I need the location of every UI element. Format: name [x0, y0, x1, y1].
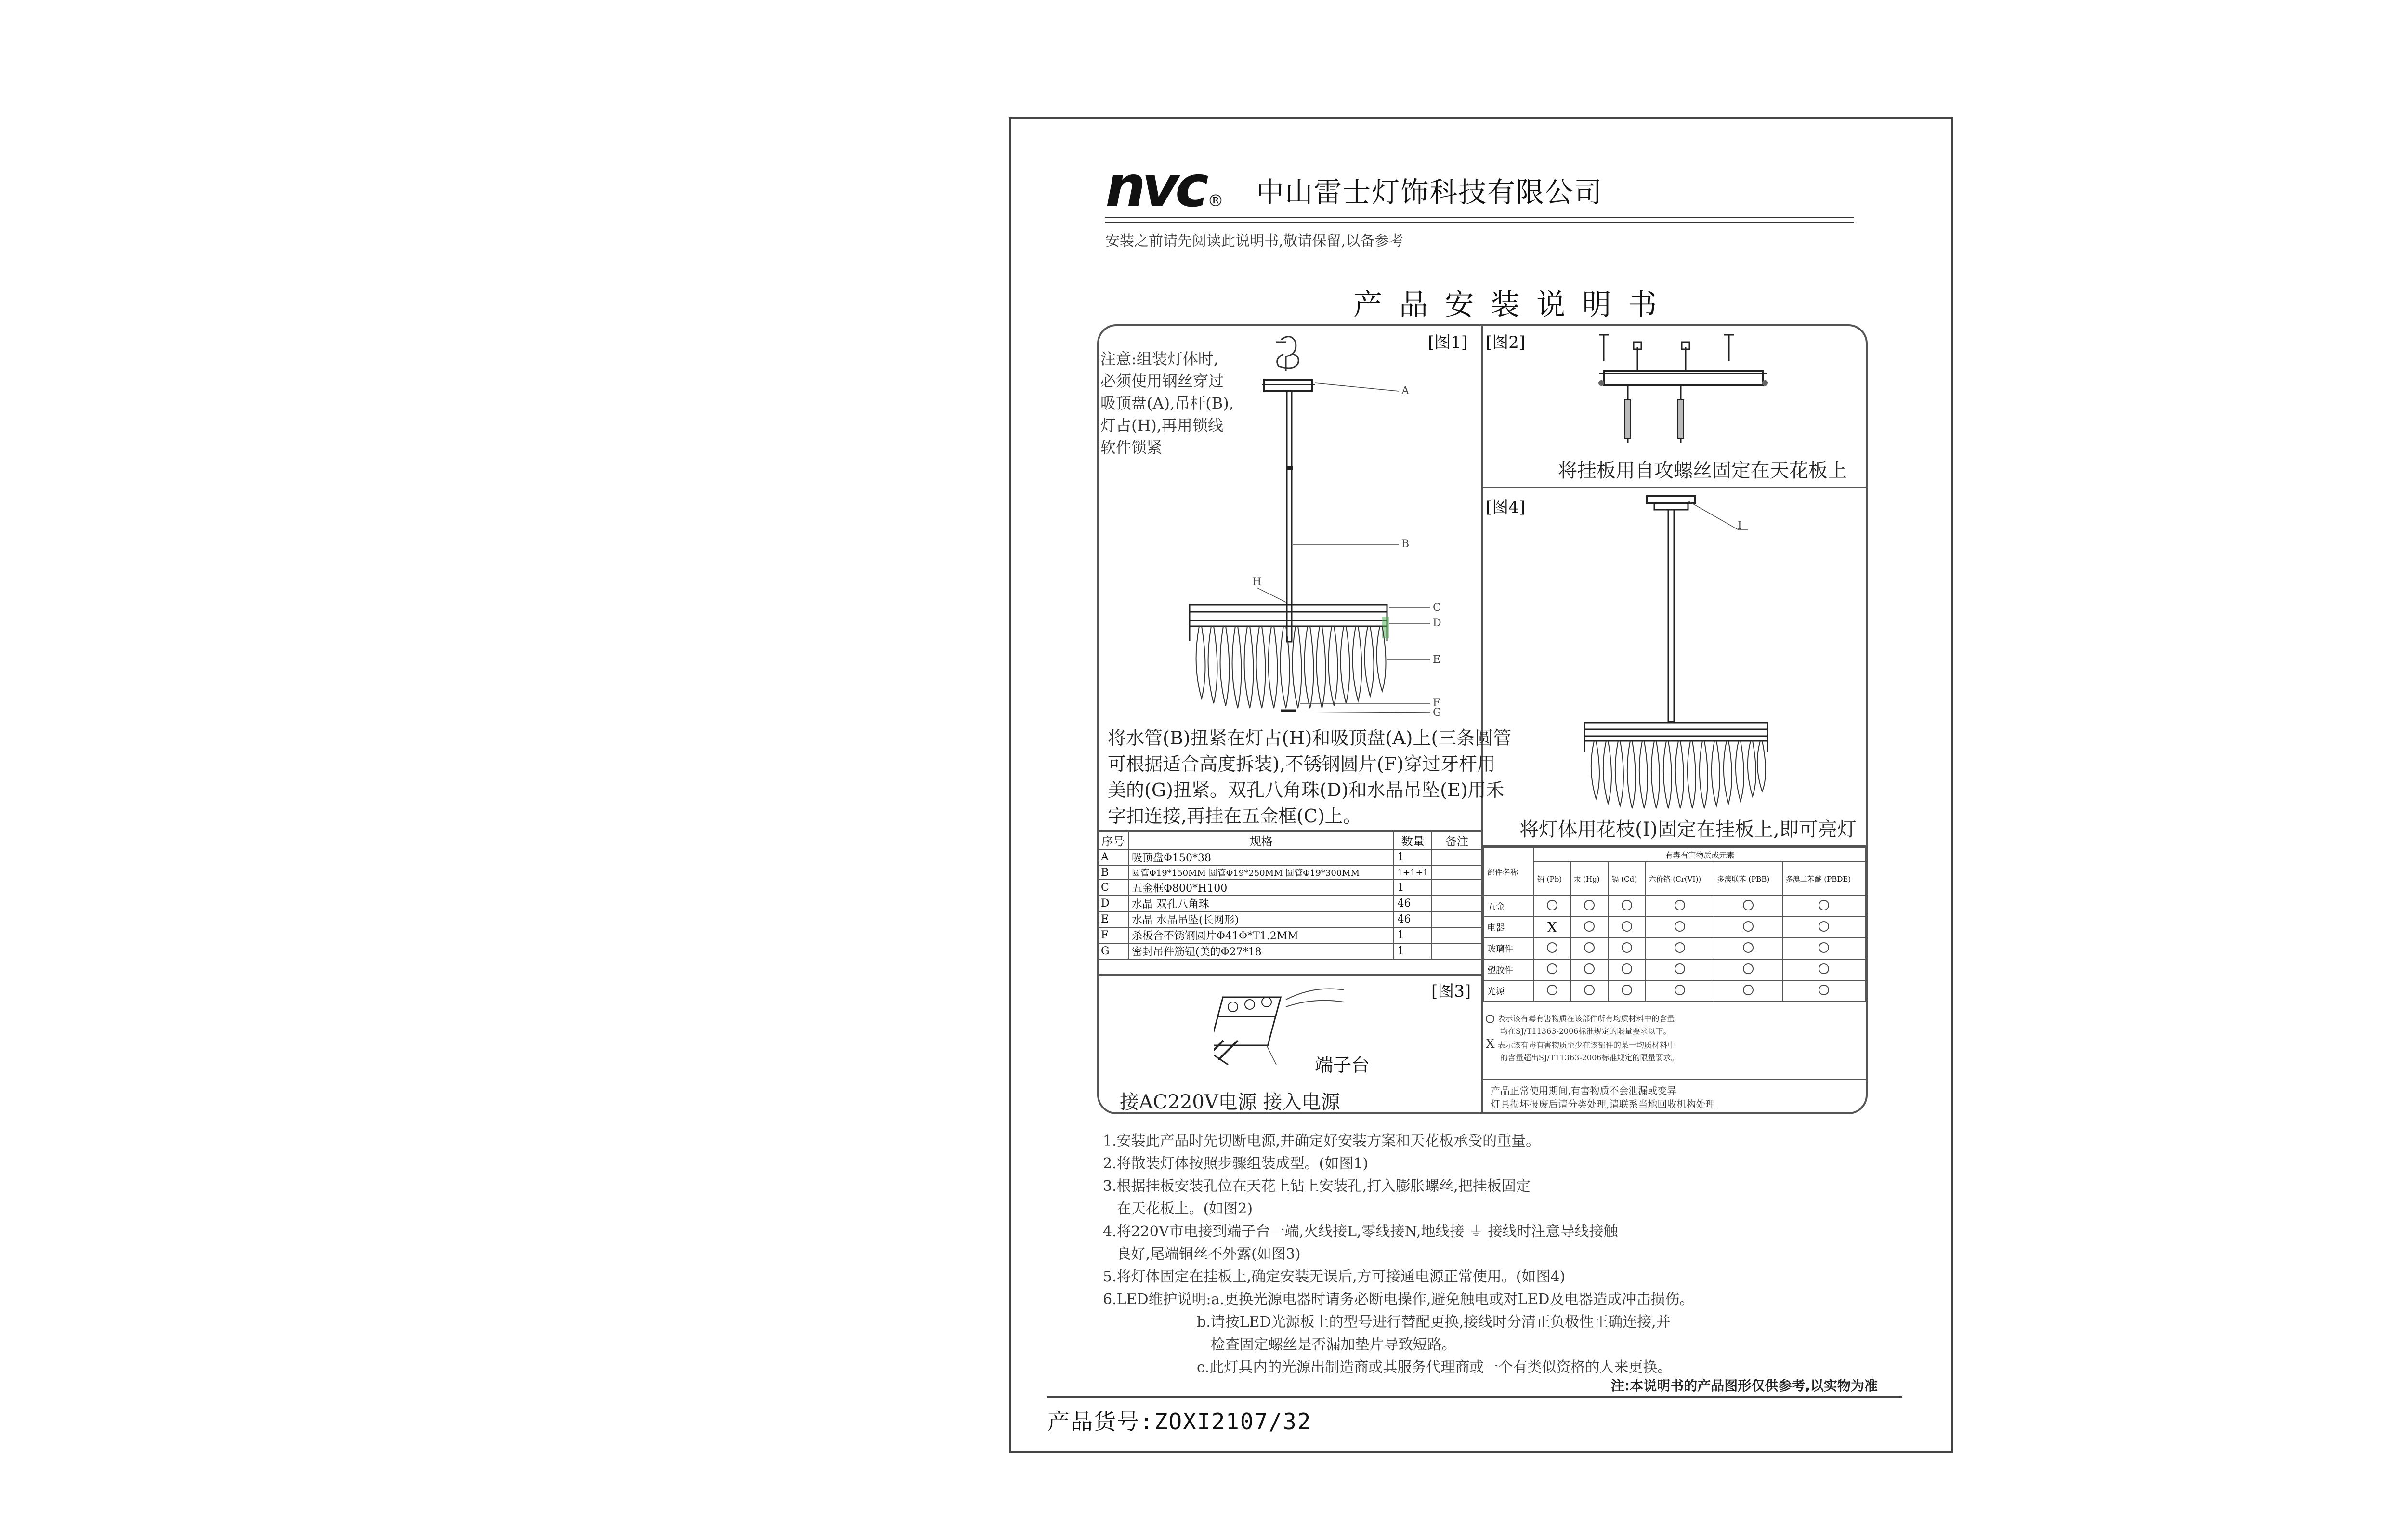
logo-text: nvc [1105, 153, 1205, 220]
parts-cell: 五金框Φ800*H100 [1128, 880, 1394, 896]
table-row [1098, 911, 1482, 927]
conform-mark-icon [1622, 985, 1632, 995]
conform-mark-icon [1622, 921, 1632, 932]
panel-divider-vertical [1481, 326, 1483, 1113]
fig1-description-line: 字扣连接,再挂在五金框(C)上。 [1108, 805, 1361, 827]
material-table-header [1484, 862, 1866, 896]
svg-text:H: H [1252, 576, 1262, 588]
fig1-description-line: 美的(G)扭紧。双孔八角珠(D)和水晶吊坠(E)用禾 [1108, 779, 1505, 801]
material-group-header: 有毒有害物质或元素 [1534, 847, 1866, 862]
conform-mark-icon [1547, 900, 1557, 910]
parts-cell: 密封吊件筋钮(美的Φ27*18 [1128, 943, 1394, 959]
material-mark [1782, 980, 1866, 1002]
installed-fixture-drawing [1556, 491, 1845, 819]
mounting-plate-drawing [1580, 332, 1792, 448]
table-row [1484, 917, 1866, 938]
material-mark [1646, 938, 1714, 959]
material-mark [1570, 980, 1609, 1002]
parts-cell: 1+1+1 [1394, 865, 1432, 880]
instruction-line: 2.将散装灯体按照步骤组装成型。(如图1) [1103, 1155, 1369, 1172]
material-footer-rule [1482, 1079, 1866, 1080]
conform-mark-icon [1675, 921, 1685, 932]
legend-o-text-2: 均在SJ/T11363-2006标准规定的限量要求以下。 [1500, 1027, 1671, 1036]
chandelier-assembly-drawing [1156, 332, 1464, 718]
conform-mark-icon [1547, 942, 1557, 953]
conform-mark-icon [1743, 900, 1754, 910]
material-mark [1646, 959, 1714, 980]
svg-text:C: C [1433, 602, 1441, 614]
table-row [1484, 896, 1866, 917]
material-mark [1714, 896, 1782, 917]
instruction-line: 检查固定螺丝是否漏加垫片导致短路。 [1197, 1336, 1456, 1353]
parts-header-spec: 规格 [1128, 831, 1394, 849]
conform-mark-icon [1743, 921, 1754, 932]
parts-header-index: 序号 [1098, 831, 1128, 849]
material-mark [1608, 980, 1645, 1002]
installation-instructions [1103, 1130, 1873, 1379]
legend-o-text: 表示该有毒有害物质在该部件所有均质材料中的含量 [1497, 1014, 1675, 1023]
fig3-label: [图3] [1431, 982, 1471, 1001]
conform-mark-icon [1819, 963, 1829, 974]
product-code: 产品货号:ZOXI2107/32 [1047, 1409, 1312, 1435]
fig4-caption: 将灯体用花枝(I)固定在挂板上,即可亮灯 [1519, 818, 1857, 841]
material-legend [1486, 1012, 1678, 1064]
instruction-line: 3.根据挂板安装孔位在天花上钻上安装孔,打入膨胀螺丝,把挂板固定 [1103, 1178, 1531, 1195]
conform-mark-icon [1819, 921, 1829, 932]
legend-x-row [1486, 1038, 1678, 1052]
conform-mark-icon [1584, 921, 1595, 932]
svg-text:G: G [1433, 707, 1441, 718]
instruction-line: 良好,尾端铜丝不外露(如图3) [1103, 1246, 1301, 1263]
fig2-caption: 将挂板用自攻螺丝固定在天花板上 [1558, 460, 1847, 482]
legend-x-text-2: 的含量超出SJ/T11363-2006标准规定的限量要求。 [1500, 1053, 1679, 1062]
material-mark [1646, 980, 1714, 1002]
material-footer-line: 灯具损坏报废后请分类处理,请联系当地回收机构处理 [1491, 1098, 1715, 1110]
parts-cell: G [1098, 943, 1128, 959]
material-mark [1534, 917, 1570, 938]
conform-mark-icon [1486, 1015, 1494, 1023]
material-mark [1608, 896, 1645, 917]
material-mark [1534, 959, 1570, 980]
instruction-line: 6.LED维护说明:a.更换光源电器时请务必断电操作,避免触电或对LED及电器造成冲击损伤。 [1103, 1291, 1694, 1308]
table-row [1098, 896, 1482, 911]
parts-cell [1432, 911, 1482, 927]
conform-mark-icon [1819, 900, 1829, 910]
conform-mark-icon [1743, 985, 1754, 995]
conform-mark-icon [1819, 942, 1829, 953]
conform-mark-icon [1584, 963, 1595, 974]
table-row [1484, 980, 1866, 1002]
material-mark [1534, 938, 1570, 959]
parts-cell [1432, 849, 1482, 865]
material-mark [1534, 980, 1570, 1002]
fig1-description-line: 可根据适合高度拆装),不锈钢圆片(F)穿过牙杆用 [1108, 753, 1495, 775]
material-mark [1782, 959, 1866, 980]
fig2-label: [图2] [1486, 333, 1526, 352]
parts-cell: E [1098, 911, 1128, 927]
table-row [1484, 959, 1866, 980]
table-row [1484, 938, 1866, 959]
conform-mark-icon [1584, 942, 1595, 953]
material-row-header: 部件名称 [1484, 847, 1534, 896]
parts-cell [1432, 927, 1482, 943]
material-mark [1534, 896, 1570, 917]
header-rule-bottom [1105, 222, 1854, 223]
material-part-name: 光源 [1484, 980, 1534, 1002]
fig4-label: [图4] [1486, 498, 1526, 517]
table-row [1098, 880, 1482, 896]
material-mark [1714, 959, 1782, 980]
svg-text:F: F [1433, 697, 1440, 709]
instruction-line: c.此灯具内的光源出制造商或其服务代理商或一个有类似资格的人来更换。 [1197, 1359, 1672, 1376]
header-notice: 安装之前请先阅读此说明书,敬请保留,以备参考 [1105, 233, 1404, 250]
parts-cell: D [1098, 896, 1128, 911]
registered-mark: ® [1207, 191, 1224, 211]
material-mark [1608, 917, 1645, 938]
conform-mark-icon [1584, 985, 1595, 995]
parts-cell [1432, 880, 1482, 896]
svg-text:E: E [1433, 654, 1441, 666]
conform-mark-icon [1743, 942, 1754, 953]
legend-o-row [1486, 1012, 1678, 1025]
svg-text:B: B [1401, 538, 1410, 550]
brand-logo [1105, 153, 1224, 220]
material-part-name: 电器 [1484, 917, 1534, 938]
company-name: 中山雷士灯饰科技有限公司 [1256, 176, 1603, 209]
conform-mark-icon [1819, 985, 1829, 995]
material-table-group-row [1484, 847, 1866, 862]
instruction-line: 4.将220V市电接到端子台一端,火线接L,零线接N,地线接 ⏚ 接线时注意导线接触 [1103, 1223, 1618, 1240]
parts-header-remark: 备注 [1432, 831, 1482, 849]
fig1-note-line: 必须使用钢丝穿过 [1100, 372, 1224, 390]
conform-mark-icon [1675, 985, 1685, 995]
table-row [1098, 927, 1482, 943]
material-footer-line: 产品正常使用期间,有害物质不会泄漏或变异 [1491, 1085, 1677, 1096]
header-rule-top [1105, 217, 1854, 218]
panel-divider-fig3 [1097, 974, 1482, 976]
parts-table-header [1098, 831, 1482, 849]
instruction-line: b.请按LED光源板上的型号进行替配更换,接线时分清正负极性正确连接,并 [1197, 1314, 1671, 1331]
fig1-note-line: 吸顶盘(A),吊杆(B), [1100, 394, 1234, 412]
parts-cell [1432, 865, 1482, 880]
parts-cell: 水晶 双孔八角珠 [1128, 896, 1394, 911]
conform-mark-icon [1675, 942, 1685, 953]
material-mark [1646, 917, 1714, 938]
instruction-line: 1.安装此产品时先切断电源,并确定好安装方案和天花板承受的重量。 [1103, 1133, 1541, 1149]
fig1-label: [图1] [1428, 333, 1468, 352]
exceed-mark-icon: X [1486, 1037, 1495, 1051]
material-col: 多溴联苯 (PBB) [1714, 862, 1782, 896]
legend-x-text: 表示该有毒有害物质至少在该部件的某一均质材料中 [1497, 1041, 1675, 1050]
material-mark [1714, 938, 1782, 959]
parts-cell: A [1098, 849, 1128, 865]
fig1-note-line: 注意:组装灯体时, [1100, 350, 1218, 368]
material-mark [1714, 980, 1782, 1002]
disclaimer: 注:本说明书的产品图形仅供参考,以实物为准 [1611, 1378, 1878, 1394]
exceed-mark-icon: X [1547, 919, 1557, 936]
material-col: 铅 (Pb) [1534, 862, 1570, 896]
svg-text:A: A [1401, 385, 1409, 397]
fig1-description [1108, 725, 1511, 829]
panel-divider-fig2 [1481, 487, 1867, 488]
parts-header-qty: 数量 [1394, 831, 1432, 849]
parts-cell: 1 [1394, 927, 1432, 943]
parts-cell: 圆管Φ19*150MM 圆管Φ19*250MM 圆管Φ19*300MM [1128, 865, 1394, 880]
parts-cell: 杀板合不锈钢圆片Φ41Φ*T1.2MM [1128, 927, 1394, 943]
material-mark [1570, 938, 1609, 959]
material-mark [1782, 896, 1866, 917]
parts-cell: C [1098, 880, 1128, 896]
parts-cell: 1 [1394, 943, 1432, 959]
table-row [1098, 943, 1482, 959]
instruction-line: 5.将灯体固定在挂板上,确定安装无误后,方可接通电源正常使用。(如图4) [1103, 1268, 1566, 1285]
parts-cell: 水晶 水晶吊坠(长网形) [1128, 911, 1394, 927]
material-mark [1714, 917, 1782, 938]
fig4-callout: I [1738, 520, 1742, 532]
fig3-caption: 接AC220V电源 接入电源 [1120, 1091, 1340, 1113]
svg-text:D: D [1433, 617, 1441, 629]
material-mark [1782, 938, 1866, 959]
table-row [1098, 865, 1482, 880]
fig1-note-line: 软件锁紧 [1100, 438, 1163, 457]
conform-mark-icon [1547, 985, 1557, 995]
material-footer [1491, 1084, 1715, 1111]
parts-table [1097, 831, 1482, 960]
footer-rule [1047, 1396, 1902, 1398]
parts-cell: F [1098, 927, 1128, 943]
parts-cell [1432, 896, 1482, 911]
conform-mark-icon [1584, 900, 1595, 910]
fig1-note-line: 灯占(H),再用锁线 [1100, 416, 1224, 435]
conform-mark-icon [1675, 900, 1685, 910]
terminal-label: 端子台 [1315, 1055, 1370, 1076]
material-col: 汞 (Hg) [1570, 862, 1609, 896]
parts-cell [1432, 943, 1482, 959]
parts-cell: 1 [1394, 880, 1432, 896]
instruction-line: 在天花板上。(如图2) [1103, 1200, 1253, 1217]
material-mark [1570, 917, 1609, 938]
conform-mark-icon [1622, 942, 1632, 953]
conform-mark-icon [1547, 963, 1557, 974]
conform-mark-icon [1622, 963, 1632, 974]
hazardous-substance-table [1483, 847, 1866, 1002]
parts-cell: B [1098, 865, 1128, 880]
material-col: 六价铬 (Cr(VI)) [1646, 862, 1714, 896]
material-part-name: 玻璃件 [1484, 938, 1534, 959]
material-mark [1608, 938, 1645, 959]
fig1-description-line: 将水管(B)扭紧在灯占(H)和吸顶盘(A)上(三条圆管 [1108, 727, 1512, 749]
parts-cell: 1 [1394, 849, 1432, 865]
material-col: 多溴二苯醚 (PBDE) [1782, 862, 1866, 896]
material-part-name: 塑胶件 [1484, 959, 1534, 980]
conform-mark-icon [1622, 900, 1632, 910]
material-col: 镉 (Cd) [1608, 862, 1645, 896]
document-title: 产 品 安 装 说 明 书 [1353, 288, 1661, 322]
material-part-name: 五金 [1484, 896, 1534, 917]
conform-mark-icon [1675, 963, 1685, 974]
material-mark [1608, 959, 1645, 980]
table-row [1098, 849, 1482, 865]
material-mark [1570, 896, 1609, 917]
material-mark [1570, 959, 1609, 980]
parts-cell: 46 [1394, 911, 1432, 927]
conform-mark-icon [1743, 963, 1754, 974]
material-mark [1646, 896, 1714, 917]
material-mark [1782, 917, 1866, 938]
parts-cell: 吸顶盘Φ150*38 [1128, 849, 1394, 865]
parts-cell: 46 [1394, 896, 1432, 911]
